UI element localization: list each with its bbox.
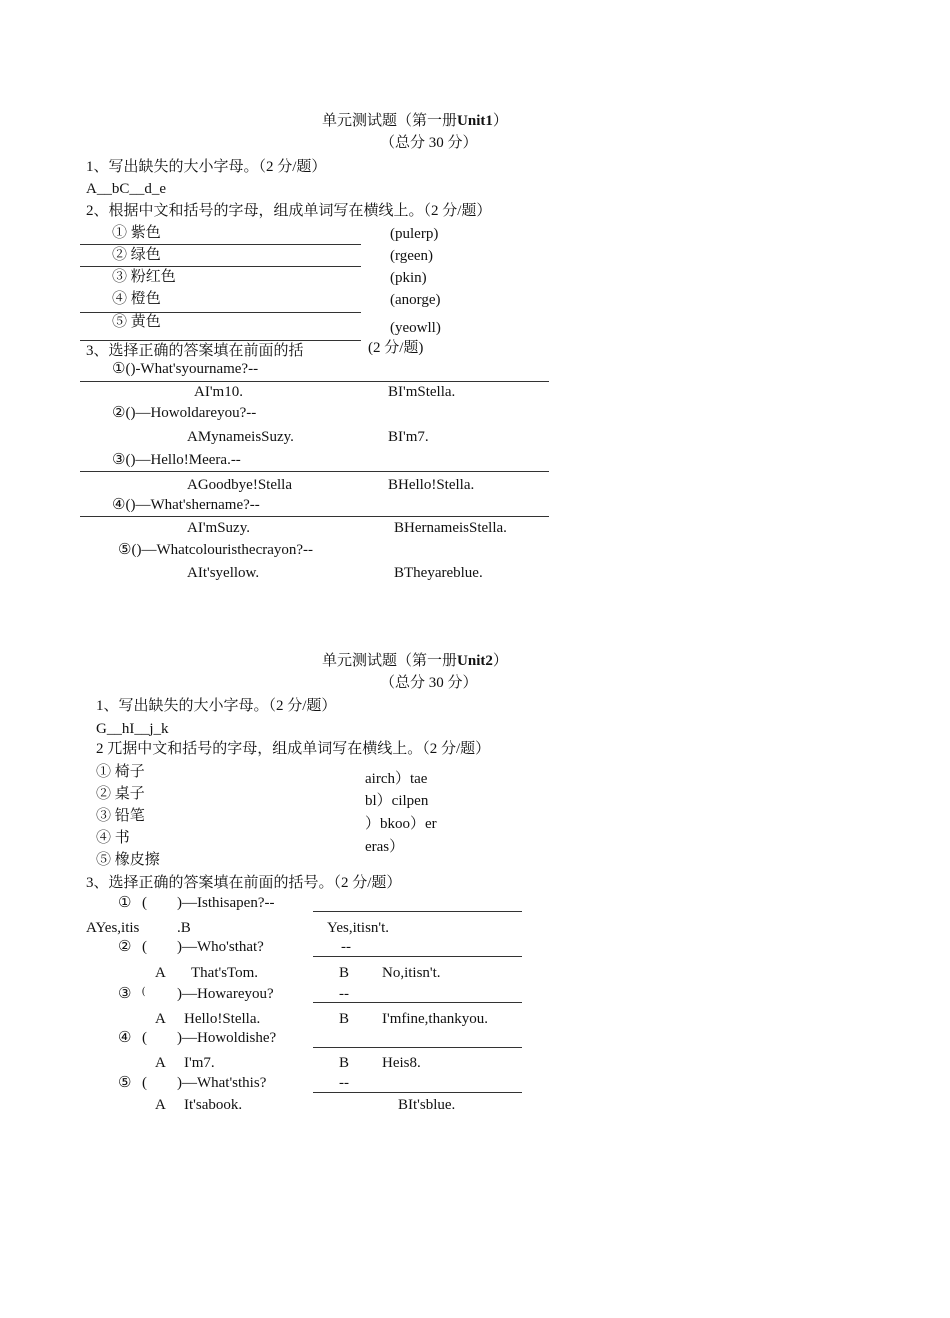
unit2-q2-item-4: ④ 书 — [96, 830, 130, 846]
unit2-title-prefix: 单元测试题（第一册 — [322, 653, 458, 669]
unit1-q2-item-2: ② 绿色 — [112, 247, 161, 263]
unit1-q2-hint-1: (pulerp) — [390, 226, 439, 242]
unit1-q3-divider — [80, 471, 549, 472]
unit2-q3-option-b-label-3: B — [339, 1011, 350, 1027]
unit2-q2-item-2: ② 桌子 — [96, 786, 145, 802]
unit1-q2-hint-2: (rgeen) — [390, 248, 434, 264]
unit2-q3-question-5: )—What'sthis? — [177, 1075, 267, 1091]
unit1-q2-hint-5: (yeowll) — [390, 320, 441, 336]
unit1-q2-answer-line[interactable] — [80, 340, 361, 341]
unit2-q2-item-3: ③ 铅笔 — [96, 808, 145, 824]
unit2-title-suffix: ） — [492, 653, 508, 669]
unit2-q3-paren-3[interactable]: ( — [142, 986, 146, 997]
unit2-q3-option-a-3: Hello!Stella. — [184, 1011, 261, 1027]
unit1-q3-option-a-1: AI'm10. — [194, 384, 243, 400]
unit2-q3-number-2: ② — [118, 939, 132, 955]
unit2-q3-option-a-label-5: A — [155, 1097, 166, 1113]
unit1-q2-answer-line[interactable] — [80, 266, 361, 267]
unit1-q2-item-1: ① 紫色 — [112, 225, 161, 241]
unit1-q3-divider — [80, 381, 549, 382]
unit1-q2-item-4: ④ 橙色 — [112, 291, 161, 307]
unit2-q2-hint-3: ）bkoo）er — [365, 816, 437, 832]
unit1-q3-option-a-2: AMynameisSuzy. — [187, 429, 294, 445]
unit1-q3-divider — [80, 516, 549, 517]
unit1-q3-question-3: ③()—Hello!Meera.-- — [112, 452, 241, 468]
unit1-title-unit: Unit1 — [457, 113, 493, 129]
unit2-q3-heading: 3、选择正确的答案填在前面的括号。（2 分/题） — [86, 875, 402, 891]
unit2-q3-number-4: ④ — [118, 1030, 132, 1046]
unit2-q3-option-a-label-3: A — [155, 1011, 166, 1027]
unit2-q3-option-b-4: Heis8. — [382, 1055, 421, 1071]
unit2-q3-option-a-label-4: A — [155, 1055, 166, 1071]
unit1-q2-hint-3: (pkin) — [390, 270, 427, 286]
unit2-q1-letters: G__hI__j_k — [96, 721, 169, 737]
unit1-q3-option-a-5: AIt'syellow. — [187, 565, 260, 581]
unit1-title-suffix: ） — [492, 113, 508, 129]
unit1-q2-item-3: ③ 粉红色 — [112, 269, 176, 285]
unit2-q3-dash-3: -- — [339, 986, 349, 1002]
unit1-total-score: （总分 30 分） — [380, 135, 478, 151]
unit2-total-score: （总分 30 分） — [380, 675, 478, 691]
unit2-q2-heading: 2 兀据中文和括号的字母，组成单词写在横线上。（2 分/题） — [96, 741, 491, 757]
unit2-q3-paren-4[interactable]: ( — [142, 1030, 147, 1046]
unit2-q1-heading: 1、写出缺失的大小字母。（2 分/题） — [96, 698, 337, 714]
unit2-q3-divider — [313, 911, 522, 912]
unit1-q3-option-b-5: BTheyareblue. — [394, 565, 483, 581]
unit1-q3-option-b-3: BHello!Stella. — [388, 477, 475, 493]
unit2-q3-number-1: ① — [118, 895, 132, 911]
unit2-q3-option-a-4: I'm7. — [184, 1055, 215, 1071]
unit2-q3-option-mid-1: .B — [177, 920, 191, 936]
unit1-q2-item-5: ⑤ 黄色 — [112, 314, 161, 330]
unit2-q3-divider — [313, 956, 522, 957]
unit2-q3-question-1: )—Isthisapen?-- — [177, 895, 275, 911]
unit2-q3-question-2: )—Who'sthat? — [177, 939, 264, 955]
unit2-q3-paren-5[interactable]: ( — [142, 1075, 147, 1091]
unit2-q3-question-3: )—Howareyou? — [177, 986, 274, 1002]
unit2-q3-dash-2: -- — [341, 939, 351, 955]
unit1-q3-question-4: ④()—What'shername?-- — [112, 497, 260, 513]
unit2-q2-hint-2: bl）cilpen — [365, 793, 429, 809]
unit1-q3-question-1: ①()-What'syourname?-- — [112, 361, 259, 377]
unit2-q3-option-a-5: It'sabook. — [184, 1097, 243, 1113]
unit2-q2-hint-4: eras） — [365, 839, 405, 855]
unit2-q2-hint-1: airch）tae — [365, 771, 428, 787]
unit1-q1-letters: A__bC__d_e — [86, 181, 166, 197]
unit1-q2-answer-line[interactable] — [80, 312, 361, 313]
unit1-q1-heading: 1、写出缺失的大小字母。（2 分/题） — [86, 159, 327, 175]
unit2-q3-option-b-1: Yes,itisn't. — [327, 920, 390, 936]
unit1-q2-heading: 2、根据中文和括号的字母，组成单词写在横线上。（2 分/题） — [86, 203, 492, 219]
unit1-q3-question-5: ⑤()—Whatcolouristhecrayon?-- — [118, 542, 314, 558]
unit2-q3-option-b-label-4: B — [339, 1055, 350, 1071]
unit1-q3-heading: 3、选择正确的答案填在前面的括 — [86, 343, 304, 359]
unit1-q3-heading-tail: (2 分/题) — [368, 340, 424, 356]
unit2-q3-option-b-label-2: B — [339, 965, 350, 981]
unit2-q3-option-b-2: No,itisn't. — [382, 965, 441, 981]
unit1-q3-option-a-4: AI'mSuzy. — [187, 520, 250, 536]
unit1-q3-question-2: ②()—Howoldareyou?-- — [112, 405, 257, 421]
unit1-title-prefix: 单元测试题（第一册 — [322, 113, 458, 129]
unit2-q3-paren-2[interactable]: ( — [142, 939, 147, 955]
unit1-q3-option-b-4: BHernameisStella. — [394, 520, 507, 536]
unit1-q3-option-b-1: BI'mStella. — [388, 384, 456, 400]
unit1-q3-option-b-2: BI'm7. — [388, 429, 429, 445]
unit2-q3-option-b-3: I'mfine,thankyou. — [382, 1011, 489, 1027]
unit2-q2-item-5: ⑤ 橡皮擦 — [96, 852, 160, 868]
unit2-title — [322, 654, 508, 669]
unit2-q3-number-3: ③ — [118, 986, 132, 1002]
unit2-q3-paren-1[interactable]: ( — [142, 895, 147, 911]
unit2-q3-question-4: )—Howoldishe? — [177, 1030, 277, 1046]
unit2-q3-option-a-2: That'sTom. — [191, 965, 259, 981]
unit2-q3-number-5: ⑤ — [118, 1075, 132, 1091]
unit1-title — [322, 114, 508, 129]
unit2-q3-option-a-1: AYes,itis — [86, 920, 140, 936]
unit2-q3-divider — [313, 1002, 522, 1003]
unit2-q3-dash-5: -- — [339, 1075, 349, 1091]
unit2-q2-item-1: ① 椅子 — [96, 764, 145, 780]
unit1-q3-option-a-3: AGoodbye!Stella — [187, 477, 292, 493]
unit2-q3-divider — [313, 1047, 522, 1048]
unit1-q2-hint-4: (anorge) — [390, 292, 441, 308]
unit2-title-unit: Unit2 — [457, 653, 493, 669]
unit2-q3-option-b-5: BIt'sblue. — [398, 1097, 456, 1113]
unit1-q2-answer-line[interactable] — [80, 244, 361, 245]
unit2-q3-divider — [313, 1092, 522, 1093]
unit2-q3-option-a-label-2: A — [155, 965, 166, 981]
